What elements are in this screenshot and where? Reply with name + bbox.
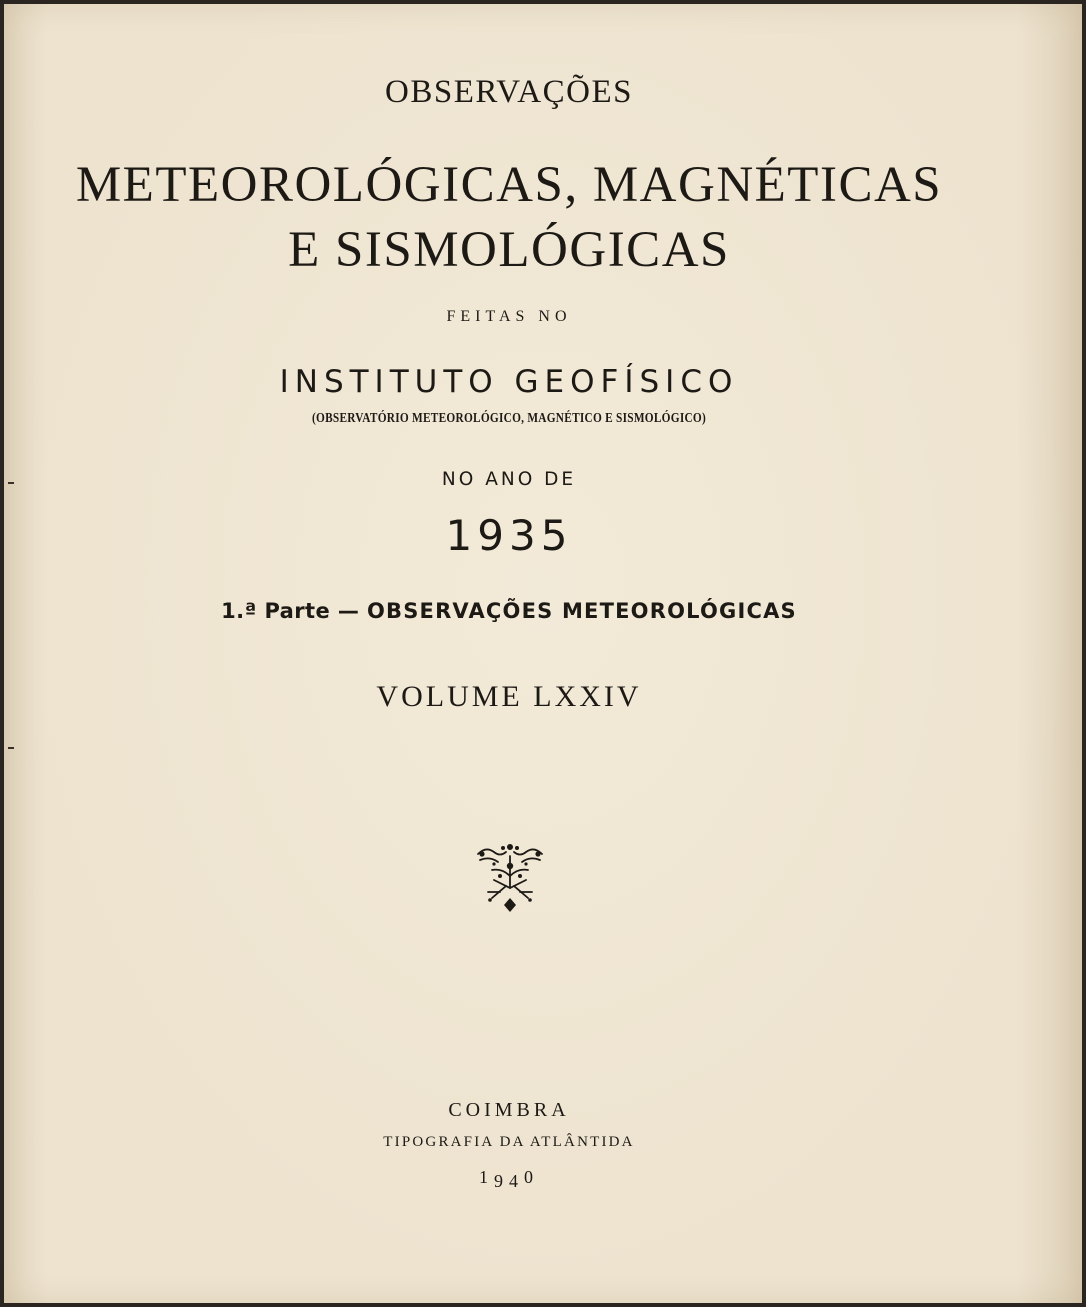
title-page <box>4 4 1082 1303</box>
institute-name: INSTITUTO GEOFÍSICO <box>279 364 739 400</box>
made-at-label: FEITAS NO <box>446 308 572 325</box>
title-line-sismologicas: E SISMOLÓGICAS <box>288 222 730 278</box>
imprint-year-digit: 0 <box>524 1167 539 1187</box>
binding-mark <box>8 482 14 484</box>
imprint-year-digit: 9 <box>494 1171 509 1191</box>
imprint-year <box>4 1167 1014 1191</box>
imprint-city: COIMBRA <box>448 1099 570 1121</box>
part-title: OBSERVAÇÕES METEOROLÓGICAS <box>366 599 797 623</box>
title-line-observacoes: OBSERVAÇÕES <box>385 74 633 110</box>
volume-number: VOLUME LXXIV <box>376 680 642 713</box>
imprint-printer: TIPOGRAFIA DA ATLÂNTIDA <box>383 1134 635 1150</box>
part-heading <box>4 599 1014 623</box>
binding-mark <box>8 747 14 749</box>
institute-subtitle: (OBSERVATÓRIO METEOROLÓGICO, MAGNÉTICO E SISMOLÓGICO) <box>311 410 707 425</box>
part-dash: — <box>337 599 360 623</box>
report-year: 1935 <box>445 511 573 560</box>
year-intro: NO ANO DE <box>441 469 577 490</box>
title-line-meteorologicas: METEOROLÓGICAS, MAGNÉTICAS <box>75 157 943 213</box>
imprint-year-digit: 4 <box>509 1171 524 1191</box>
typographic-fleuron-icon <box>472 842 548 916</box>
part-number: 1.ª Parte <box>221 599 331 623</box>
imprint-year-digit: 1 <box>479 1167 494 1187</box>
